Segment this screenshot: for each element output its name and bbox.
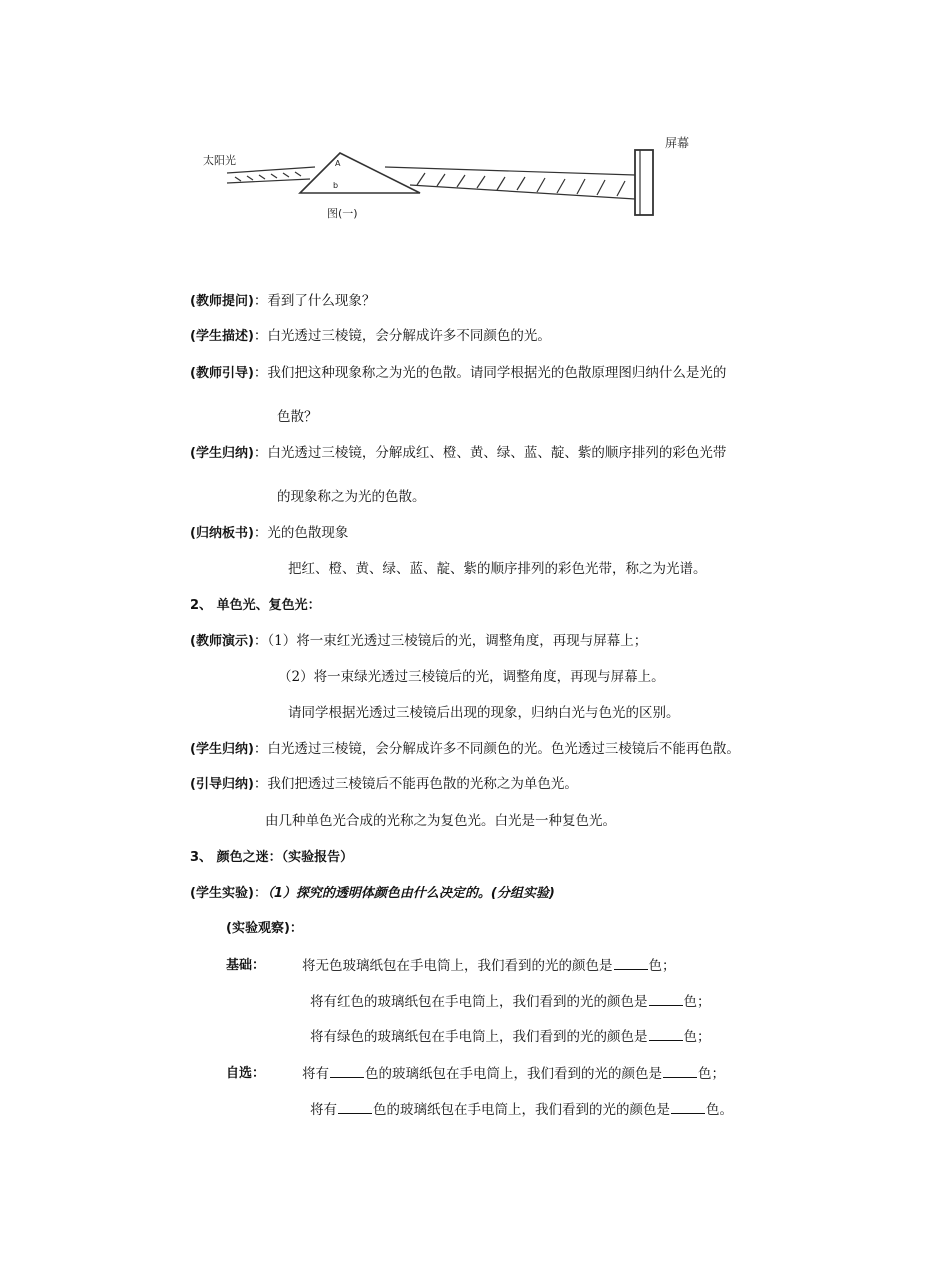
basic2-text-a: 将有红色的玻璃纸包在手电筒上，我们看到的光的颜色是 — [310, 994, 648, 1010]
fill-blank[interactable] — [663, 1064, 697, 1078]
board-tag: (归纳板书) — [190, 526, 254, 541]
fill-blank[interactable] — [671, 1100, 705, 1114]
teacher-guide-line — [190, 364, 726, 383]
student-desc-tag: (学生描述) — [190, 329, 254, 344]
opt2-text-a: 将有 — [310, 1102, 337, 1118]
prism-triangle — [300, 153, 420, 193]
dispersed-beam-top — [385, 167, 635, 175]
student-summary1-line — [190, 444, 726, 463]
optional-tag-line — [226, 1064, 265, 1083]
opt2-text-b: 色的玻璃纸包在手电筒上，我们看到的光的颜色是 — [373, 1102, 670, 1118]
board-line — [190, 524, 348, 543]
optional-item-2 — [310, 1100, 733, 1119]
teacher-ask-line — [190, 292, 375, 311]
fill-blank[interactable] — [649, 992, 683, 1006]
teacher-demo-tag: (教师演示) — [190, 634, 254, 649]
teacher-demo-step2: （2）将一束绿光透过三棱镜后的光，调整角度，再现与屏幕上。 — [278, 669, 665, 685]
guide-summary-continuation: 由几种单色光合成的光称之为复色光。白光是一种复色光。 — [265, 813, 616, 829]
light-label: 太阳光 — [203, 154, 236, 167]
basic-line-1 — [226, 956, 265, 975]
opt1-text-a: 将有 — [302, 1066, 329, 1082]
guide-summary-line — [190, 775, 578, 794]
basic-item-3 — [310, 1027, 711, 1046]
teacher-guide-tag: (教师引导) — [190, 366, 254, 381]
student-summary2-text: ：白光透过三棱镜，会分解成许多不同颜色的光。色光透过三棱镜后不能再色散。 — [253, 741, 740, 757]
student-experiment-sep: ： — [253, 885, 268, 901]
teacher-demo-text: ：（1）将一束红光透过三棱镜后的光，调整角度，再现与屏幕上； — [253, 633, 648, 649]
optional-tag: 自选： — [226, 1066, 266, 1081]
teacher-demo-prompt: 请同学根据光透过三棱镜后出现的现象，归纳白光与色光的区别。 — [288, 705, 680, 721]
board-text: ：光的色散现象 — [253, 525, 349, 541]
teacher-guide-text: ：我们把这种现象称之为光的色散。请同学根据光的色散原理图归纳什么是光的 — [253, 365, 727, 381]
student-desc-line — [190, 327, 551, 346]
teacher-ask-tag: (教师提问) — [190, 294, 254, 309]
basic1-text-b: 色； — [648, 958, 676, 974]
basic-item-1 — [302, 956, 676, 975]
incoming-beam-top — [227, 167, 315, 173]
screen-label: 屏幕 — [665, 136, 690, 150]
student-experiment-line — [190, 884, 555, 903]
teacher-ask-text: ：看到了什么现象？ — [253, 293, 376, 309]
svg-text:A: A — [335, 159, 341, 168]
experiment-title: （1）探究的透明体颜色由什么决定的。(分组实验) — [267, 886, 555, 901]
basic3-text-a: 将有绿色的玻璃纸包在手电筒上，我们看到的光的颜色是 — [310, 1029, 648, 1045]
figure-caption: 图(一) — [327, 207, 358, 220]
svg-text:b: b — [333, 181, 339, 190]
guide-summary-tag: (引导归纳) — [190, 777, 254, 792]
fill-blank[interactable] — [330, 1064, 364, 1078]
board-continuation: 把红、橙、黄、绿、蓝、靛、紫的顺序排列的彩色光带，称之为光谱。 — [288, 561, 707, 577]
basic2-text-b: 色； — [683, 994, 711, 1010]
student-summary1-tag: (学生归纳) — [190, 446, 254, 461]
opt1-text-b: 色的玻璃纸包在手电筒上，我们看到的光的颜色是 — [365, 1066, 662, 1082]
experiment-observe-label: (实验观察)： — [226, 921, 303, 936]
student-summary1-continuation: 的现象称之为光的色散。 — [277, 489, 426, 505]
fill-blank[interactable] — [649, 1027, 683, 1041]
opt1-text-c: 色； — [698, 1066, 725, 1082]
student-summary1-text: ：白光透过三棱镜，分解成红、橙、黄、绿、蓝、靛、紫的顺序排列的彩色光带 — [253, 445, 727, 461]
basic-tag: 基础： — [226, 958, 266, 973]
basic1-text-a: 将无色玻璃纸包在手电筒上，我们看到的光的颜色是 — [302, 958, 613, 974]
opt2-text-c: 色。 — [706, 1102, 733, 1118]
fill-blank[interactable] — [614, 956, 648, 970]
teacher-demo-line — [190, 632, 647, 651]
basic3-text-b: 色； — [683, 1029, 711, 1045]
prism-diagram — [195, 125, 735, 230]
student-summary2-line — [190, 740, 740, 759]
student-desc-text: ：白光透过三棱镜，会分解成许多不同颜色的光。 — [253, 328, 551, 344]
screen-rect — [635, 150, 653, 215]
student-experiment-tag: (学生实验) — [190, 886, 254, 901]
section2-heading: 2、 单色光、复色光： — [190, 598, 321, 613]
basic-item-2 — [310, 992, 711, 1011]
prism-dispersion-figure — [195, 125, 735, 230]
optional-item-1 — [302, 1064, 725, 1083]
dispersed-beam-hatch — [417, 173, 625, 196]
teacher-guide-continuation: 色散？ — [277, 409, 318, 425]
guide-summary-text: ：我们把透过三棱镜后不能再色散的光称之为单色光。 — [253, 776, 578, 792]
section3-heading: 3、 颜色之迷：（实验报告） — [190, 850, 354, 865]
fill-blank[interactable] — [338, 1100, 372, 1114]
student-summary2-tag: (学生归纳) — [190, 742, 254, 757]
